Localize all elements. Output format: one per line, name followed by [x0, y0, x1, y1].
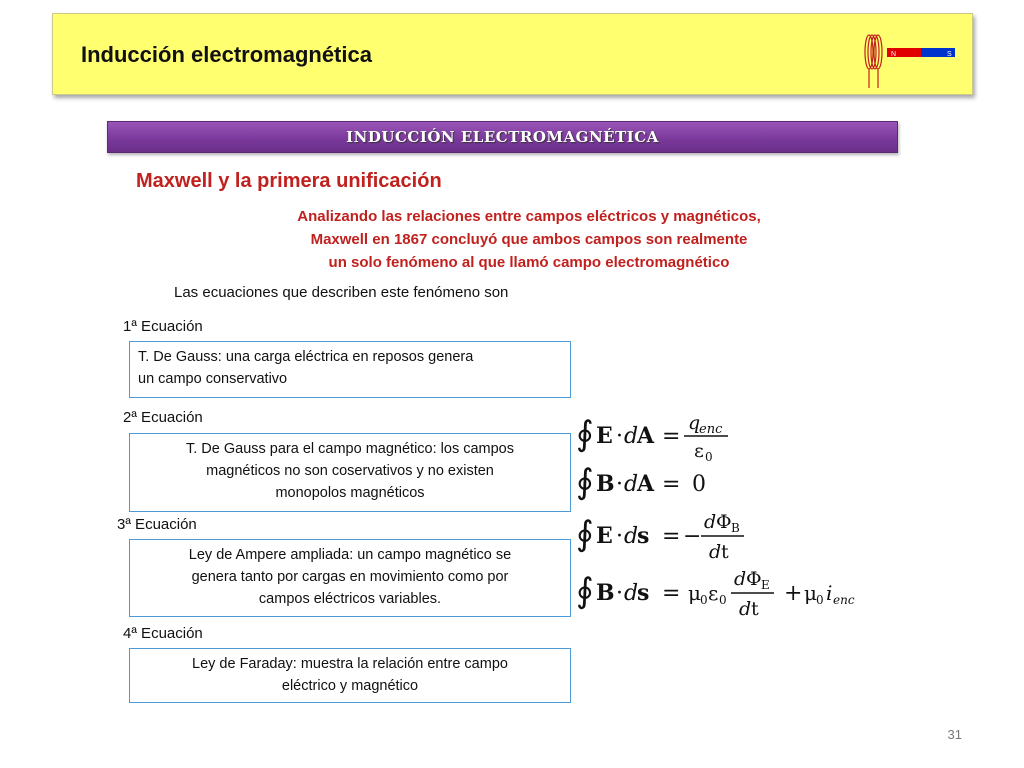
svg-text:q: q	[688, 412, 701, 434]
equation-line: T. De Gauss para el campo magnético: los campos	[185, 441, 514, 457]
equation-line: un campo conservativo	[138, 371, 288, 387]
title-bar	[52, 13, 973, 95]
svg-text:E: E	[761, 578, 770, 592]
banner-text: INDUCCIÓN ELECTROMAGNÉTICA	[346, 128, 659, 146]
intro-line: un solo fenómeno al que llamó campo electromagnético	[328, 254, 730, 271]
svg-text:t: t	[721, 541, 729, 563]
svg-text:Φ: Φ	[746, 568, 762, 590]
equation-line: monopolos magnéticos	[275, 485, 425, 501]
svg-text:B: B	[731, 521, 740, 535]
svg-text:·: ·	[616, 524, 623, 549]
svg-text:d: d	[624, 524, 639, 549]
svg-text:μ: μ	[804, 581, 817, 605]
svg-text:∮: ∮	[576, 414, 594, 454]
coil-magnet-icon	[847, 30, 962, 92]
svg-text:=: =	[662, 424, 681, 449]
equation-box	[129, 433, 571, 512]
svg-text:−: −	[683, 524, 702, 549]
equation-label: 1ª Ecuación	[123, 318, 203, 335]
lead-text: Las ecuaciones que describen este fenómeno son	[174, 284, 509, 301]
intro-line: Maxwell en 1867 concluyó que ambos campos son realmente	[310, 231, 748, 248]
equation-label: 3ª Ecuación	[117, 516, 197, 533]
svg-text:N: N	[891, 51, 897, 58]
svg-text:μ: μ	[688, 581, 701, 605]
svg-text:0: 0	[692, 472, 706, 497]
svg-text:ε: ε	[694, 440, 704, 462]
intro-text	[236, 205, 822, 274]
svg-text:=: =	[662, 524, 681, 549]
equation-line: Ley de Faraday: muestra la relación entre campo	[192, 656, 508, 672]
equation-label: 2ª Ecuación	[123, 409, 203, 426]
svg-text:∮: ∮	[576, 514, 594, 554]
equation-box	[129, 539, 571, 617]
svg-text:·: ·	[616, 424, 623, 449]
svg-text:s: s	[637, 580, 650, 606]
equation-line: T. De Gauss: una carga eléctrica en reposos genera	[138, 349, 474, 365]
svg-text:i: i	[826, 581, 833, 605]
svg-text:A: A	[637, 423, 655, 449]
svg-text:d: d	[734, 568, 747, 590]
svg-text:·: ·	[616, 581, 623, 606]
svg-text:B: B	[596, 580, 615, 606]
svg-text:E: E	[596, 523, 613, 549]
section-banner	[107, 121, 898, 153]
svg-text:0: 0	[816, 593, 824, 607]
equation-line: campos eléctricos variables.	[258, 591, 442, 607]
equation-line: magnéticos no son coservativos y no existen	[206, 463, 494, 479]
svg-text:S: S	[947, 51, 952, 58]
svg-text:B: B	[596, 471, 615, 497]
svg-text:∮: ∮	[576, 462, 594, 502]
svg-text:E: E	[596, 423, 613, 449]
svg-text:d: d	[739, 598, 752, 620]
equation-line: Ley de Ampere ampliada: un campo magnético se	[188, 547, 512, 563]
svg-text:d: d	[704, 511, 717, 533]
equation-label: 4ª Ecuación	[123, 625, 203, 642]
svg-text:d: d	[709, 541, 722, 563]
svg-text:=: =	[662, 581, 681, 606]
svg-text:Φ: Φ	[716, 511, 732, 533]
svg-text:·: ·	[616, 472, 623, 497]
svg-text:d: d	[624, 472, 639, 497]
svg-text:s: s	[637, 523, 650, 549]
svg-text:ε: ε	[708, 581, 719, 605]
svg-text:A: A	[637, 471, 655, 497]
svg-text:enc: enc	[833, 593, 855, 607]
intro-line: Analizando las relaciones entre campos eléctricos y magnéticos,	[297, 208, 761, 225]
svg-text:0: 0	[705, 450, 713, 464]
svg-text:=: =	[662, 472, 681, 497]
svg-text:enc: enc	[699, 422, 723, 437]
equation-line: genera tanto por cargas en movimiento como por	[191, 569, 509, 585]
section-heading: Maxwell y la primera unificación	[136, 170, 442, 192]
svg-text:t: t	[751, 598, 759, 620]
equation-box	[129, 648, 571, 703]
svg-text:d: d	[624, 424, 639, 449]
svg-text:+: +	[784, 581, 803, 606]
equation-line: eléctrico y magnético	[281, 678, 419, 694]
svg-text:d: d	[624, 581, 639, 606]
maxwell-equations-formulas	[576, 405, 906, 620]
svg-text:0: 0	[719, 593, 727, 607]
equation-box	[129, 341, 571, 398]
svg-text:∮: ∮	[576, 571, 594, 611]
slide-title: Inducción electromagnética	[81, 42, 372, 67]
svg-text:0: 0	[700, 593, 708, 607]
page-number: 31	[947, 727, 962, 742]
